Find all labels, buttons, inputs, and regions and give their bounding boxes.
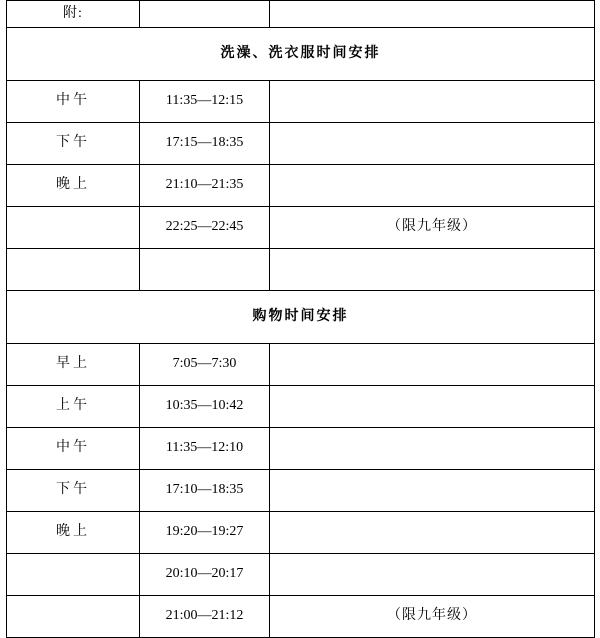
table-row (7, 596, 595, 638)
row-label: 晚上 (7, 165, 140, 207)
attachment-label: 附: (7, 1, 140, 28)
row-label: 早上 (7, 344, 140, 386)
row-note (270, 344, 595, 386)
table-row (7, 344, 595, 386)
table-row-section-title (7, 291, 595, 344)
table-row (7, 207, 595, 249)
table-row (7, 554, 595, 596)
row-label: 下午 (7, 123, 140, 165)
section-title-bathing: 洗澡、洗衣服时间安排 (7, 28, 595, 81)
row-label: 晚上 (7, 512, 140, 554)
row-label: 中午 (7, 428, 140, 470)
row-time: 21:00—21:12 (140, 596, 270, 638)
row-note (270, 249, 595, 291)
table-row (7, 428, 595, 470)
table-row (7, 470, 595, 512)
schedule-table (6, 0, 595, 638)
row-label (7, 207, 140, 249)
row-note (270, 554, 595, 596)
row-note (270, 123, 595, 165)
table-row (7, 123, 595, 165)
row-note (270, 386, 595, 428)
row-note (270, 512, 595, 554)
row-label: 下午 (7, 470, 140, 512)
row-time (140, 249, 270, 291)
row-time: 22:25—22:45 (140, 207, 270, 249)
row-note (270, 428, 595, 470)
row-label (7, 554, 140, 596)
table-row (7, 249, 595, 291)
row-time: 20:10—20:17 (140, 554, 270, 596)
row-time: 17:10—18:35 (140, 470, 270, 512)
empty-cell (270, 1, 595, 28)
table-row (7, 81, 595, 123)
table-row (7, 165, 595, 207)
row-time: 11:35—12:10 (140, 428, 270, 470)
table-row-section-title (7, 28, 595, 81)
row-note (270, 81, 595, 123)
row-time: 10:35—10:42 (140, 386, 270, 428)
row-label (7, 596, 140, 638)
row-time: 21:10—21:35 (140, 165, 270, 207)
row-label (7, 249, 140, 291)
row-time: 17:15—18:35 (140, 123, 270, 165)
row-label: 上午 (7, 386, 140, 428)
table-row (7, 512, 595, 554)
row-note (270, 165, 595, 207)
empty-cell (140, 1, 270, 28)
row-time: 11:35—12:15 (140, 81, 270, 123)
row-time: 19:20—19:27 (140, 512, 270, 554)
row-time: 7:05—7:30 (140, 344, 270, 386)
row-note: （限九年级） (270, 596, 595, 638)
row-label: 中午 (7, 81, 140, 123)
row-note (270, 470, 595, 512)
section-title-shopping: 购物时间安排 (7, 291, 595, 344)
table-row (7, 386, 595, 428)
table-row-attachment (7, 1, 595, 28)
row-note: （限九年级） (270, 207, 595, 249)
